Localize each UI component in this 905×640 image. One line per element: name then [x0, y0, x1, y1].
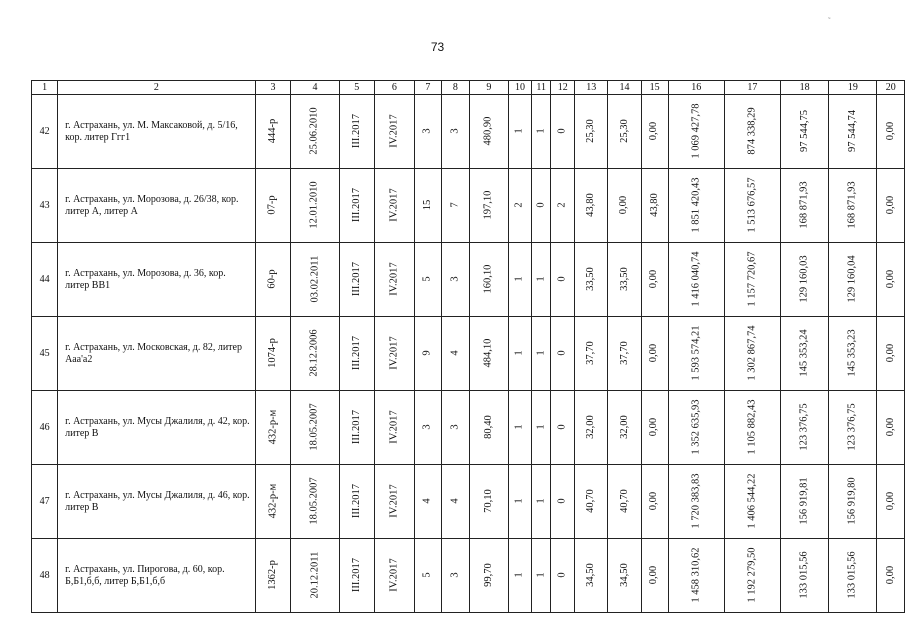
- cell-text: 15: [421, 200, 433, 211]
- cell-order-date: [291, 317, 339, 391]
- cell-text: III.2017: [350, 262, 362, 297]
- cell-text: 0: [556, 276, 568, 283]
- cell-area-total: [575, 169, 608, 243]
- cell-area-total: [575, 243, 608, 317]
- cell-text: 1 513 676,57: [746, 177, 758, 234]
- cell-text: 197,10: [482, 191, 494, 220]
- cell-region-cost: [780, 539, 828, 613]
- cell-text: 0,00: [648, 270, 660, 289]
- cell-text: 432-р-м: [267, 484, 279, 519]
- cell-period-start: [339, 391, 374, 465]
- cell-text: 97 544,74: [846, 110, 858, 153]
- cell-text: III.2017: [350, 484, 362, 519]
- cell-units-a: [532, 391, 551, 465]
- cell-fund-cost: [724, 95, 780, 169]
- cell-text: 0: [556, 572, 568, 579]
- cell-text: 1 851 420,43: [690, 177, 702, 234]
- corner-mark: ˜: [828, 16, 831, 25]
- cell-order-date: [291, 465, 339, 539]
- cell-order-date: [291, 391, 339, 465]
- cell-text: 0,00: [884, 492, 896, 511]
- cell-area-total: [575, 95, 608, 169]
- cell-text: 0,00: [884, 418, 896, 437]
- cell-text: 4: [449, 498, 461, 505]
- cell-address: г. Астрахань, ул. М. Максаковой, д. 5/16, кор. литер Ггг1: [58, 95, 256, 169]
- cell-text: 1 352 635,93: [690, 399, 702, 456]
- cell-text: III.2017: [350, 336, 362, 371]
- cell-units-b: [551, 243, 575, 317]
- page-number: 73: [430, 40, 445, 54]
- cell-period-end: [374, 169, 414, 243]
- cell-fund-cost: [724, 391, 780, 465]
- cell-text: IV.2017: [388, 410, 400, 445]
- cell-text: 3: [421, 128, 433, 135]
- column-header-11: 11: [532, 81, 551, 95]
- cell-address: г. Астрахань, ул. Морозова, д. 36, кор. литер ВВ1: [58, 243, 256, 317]
- cell-text: 0: [556, 350, 568, 357]
- column-number-header: [32, 81, 905, 95]
- cell-other-cost: [877, 243, 905, 317]
- cell-total-cost: [668, 391, 724, 465]
- column-header-13: 13: [575, 81, 608, 95]
- cell-units-b: [551, 391, 575, 465]
- cell-text: 1 458 310,62: [690, 547, 702, 604]
- header-row: [32, 81, 905, 95]
- cell-total-area: [469, 465, 508, 539]
- cell-text: 1 416 040,74: [690, 251, 702, 308]
- cell-area-a: [608, 317, 641, 391]
- cell-text: 0,00: [648, 344, 660, 363]
- cell-text: 1074-р: [267, 338, 279, 369]
- cell-text: 5: [421, 276, 433, 283]
- cell-text: 1 105 882,43: [746, 399, 758, 456]
- cell-order-number: [255, 95, 291, 169]
- cell-text: 18.05.2007: [308, 477, 320, 526]
- cell-text: 129 160,04: [846, 255, 858, 304]
- cell-region-cost: [780, 317, 828, 391]
- cell-units-total: [508, 317, 531, 391]
- cell-row-number: 46: [32, 391, 58, 465]
- cell-residents-count: [414, 243, 441, 317]
- cell-units-total: [508, 539, 531, 613]
- cell-order-date: [291, 539, 339, 613]
- cell-text: 32,00: [585, 415, 597, 440]
- cell-fund-cost: [724, 539, 780, 613]
- cell-text: 168 871,93: [798, 181, 810, 230]
- cell-residents-count: [414, 391, 441, 465]
- cell-text: 40,70: [618, 489, 630, 514]
- cell-text: 43,80: [585, 193, 597, 218]
- cell-area-b: [641, 243, 668, 317]
- cell-units-b: [551, 317, 575, 391]
- cell-text: 1: [513, 350, 525, 357]
- cell-text: 60-р: [267, 269, 279, 290]
- cell-text: IV.2017: [388, 262, 400, 297]
- cell-order-date: [291, 169, 339, 243]
- cell-text: 25,30: [618, 119, 630, 144]
- cell-text: IV.2017: [388, 558, 400, 593]
- column-header-1: 1: [32, 81, 58, 95]
- cell-units-total: [508, 95, 531, 169]
- cell-text: 145 353,23: [846, 329, 858, 378]
- cell-fund-cost: [724, 243, 780, 317]
- cell-period-start: [339, 539, 374, 613]
- cell-area-a: [608, 465, 641, 539]
- table-row: [32, 539, 905, 613]
- column-header-8: 8: [441, 81, 469, 95]
- cell-text: 4: [421, 498, 433, 505]
- cell-text: 0,00: [648, 492, 660, 511]
- cell-units-b: [551, 539, 575, 613]
- cell-period-start: [339, 95, 374, 169]
- cell-units-b: [551, 169, 575, 243]
- cell-total-area: [469, 317, 508, 391]
- column-header-18: 18: [780, 81, 828, 95]
- cell-text: 129 160,03: [798, 255, 810, 304]
- cell-families-count: [441, 539, 469, 613]
- cell-units-b: [551, 95, 575, 169]
- cell-units-a: [532, 95, 551, 169]
- cell-units-total: [508, 465, 531, 539]
- cell-text: 0,00: [884, 270, 896, 289]
- cell-residents-count: [414, 95, 441, 169]
- cell-units-b: [551, 465, 575, 539]
- cell-units-a: [532, 539, 551, 613]
- cell-text: 0,00: [884, 344, 896, 363]
- cell-residents-count: [414, 317, 441, 391]
- cell-units-a: [532, 243, 551, 317]
- cell-text: 133 015,56: [798, 551, 810, 600]
- cell-families-count: [441, 317, 469, 391]
- register-table: [31, 80, 905, 613]
- table-body: [32, 95, 905, 613]
- cell-order-date: [291, 95, 339, 169]
- cell-area-b: [641, 539, 668, 613]
- cell-other-cost: [877, 169, 905, 243]
- cell-order-number: [255, 539, 291, 613]
- cell-text: 0,00: [884, 196, 896, 215]
- cell-text: III.2017: [350, 188, 362, 223]
- cell-area-total: [575, 465, 608, 539]
- cell-text: 4: [449, 350, 461, 357]
- cell-text: 0: [556, 498, 568, 505]
- cell-text: 0: [556, 424, 568, 431]
- cell-text: 1 192 279,50: [746, 547, 758, 604]
- cell-text: 80,40: [482, 415, 494, 440]
- cell-area-total: [575, 317, 608, 391]
- cell-text: 145 353,24: [798, 329, 810, 378]
- cell-period-end: [374, 317, 414, 391]
- column-header-10: 10: [508, 81, 531, 95]
- table-row: [32, 317, 905, 391]
- cell-region-cost: [780, 169, 828, 243]
- cell-text: 25.06.2010: [308, 107, 320, 156]
- column-header-5: 5: [339, 81, 374, 95]
- cell-text: IV.2017: [388, 114, 400, 149]
- cell-area-a: [608, 539, 641, 613]
- cell-text: 33,50: [618, 267, 630, 292]
- column-header-12: 12: [551, 81, 575, 95]
- table-row: [32, 391, 905, 465]
- cell-text: 1 593 574,21: [690, 325, 702, 382]
- cell-period-start: [339, 465, 374, 539]
- cell-address: г. Астрахань, ул. Мусы Джалиля, д. 46, кор. литер В: [58, 465, 256, 539]
- column-header-15: 15: [641, 81, 668, 95]
- cell-text: III.2017: [350, 558, 362, 593]
- cell-residents-count: [414, 169, 441, 243]
- cell-text: 33,50: [585, 267, 597, 292]
- cell-text: 28.12.2006: [308, 329, 320, 378]
- cell-units-total: [508, 391, 531, 465]
- cell-text: 0,00: [884, 122, 896, 141]
- cell-text: 2: [513, 202, 525, 209]
- cell-text: 1: [513, 128, 525, 135]
- cell-text: 12.01.2010: [308, 181, 320, 230]
- cell-row-number: 42: [32, 95, 58, 169]
- cell-text: 1: [535, 276, 547, 283]
- cell-text: 1: [535, 424, 547, 431]
- table-row: [32, 243, 905, 317]
- column-header-16: 16: [668, 81, 724, 95]
- cell-region-cost: [780, 465, 828, 539]
- cell-residents-count: [414, 539, 441, 613]
- cell-text: 1: [513, 498, 525, 505]
- cell-text: 123 376,75: [798, 403, 810, 452]
- cell-text: 1: [535, 572, 547, 579]
- cell-region-cost: [780, 95, 828, 169]
- cell-text: 07-р: [267, 195, 279, 216]
- cell-units-a: [532, 169, 551, 243]
- cell-area-b: [641, 169, 668, 243]
- cell-units-a: [532, 465, 551, 539]
- cell-fund-cost: [724, 465, 780, 539]
- cell-text: 1 069 427,78: [690, 103, 702, 160]
- cell-text: 0,00: [618, 196, 630, 215]
- cell-families-count: [441, 391, 469, 465]
- cell-text: 97 544,75: [798, 110, 810, 153]
- cell-text: 18.05.2007: [308, 403, 320, 452]
- cell-total-area: [469, 243, 508, 317]
- cell-text: 156 919,81: [798, 477, 810, 526]
- cell-text: 156 919,80: [846, 477, 858, 526]
- cell-text: 1: [513, 424, 525, 431]
- cell-total-cost: [668, 317, 724, 391]
- cell-text: 2: [556, 202, 568, 209]
- table-row: [32, 95, 905, 169]
- cell-text: IV.2017: [388, 188, 400, 223]
- cell-area-b: [641, 465, 668, 539]
- table-row: [32, 465, 905, 539]
- column-header-4: 4: [291, 81, 339, 95]
- cell-families-count: [441, 465, 469, 539]
- cell-text: 20.12.2011: [308, 552, 320, 599]
- cell-text: 03.02.2011: [308, 256, 320, 303]
- cell-municipal-cost: [829, 317, 877, 391]
- cell-total-area: [469, 95, 508, 169]
- cell-text: 34,50: [585, 563, 597, 588]
- cell-text: 3: [449, 424, 461, 431]
- cell-total-area: [469, 169, 508, 243]
- cell-address: г. Астрахань, ул. Московская, д. 82, литер Ааа'а2: [58, 317, 256, 391]
- cell-text: IV.2017: [388, 484, 400, 519]
- cell-text: 1362-р: [267, 560, 279, 591]
- cell-total-cost: [668, 465, 724, 539]
- column-header-20: 20: [877, 81, 905, 95]
- cell-text: 0,00: [884, 566, 896, 585]
- cell-text: 168 871,93: [846, 181, 858, 230]
- cell-text: 1: [513, 572, 525, 579]
- cell-total-cost: [668, 243, 724, 317]
- cell-area-a: [608, 95, 641, 169]
- column-header-17: 17: [724, 81, 780, 95]
- cell-municipal-cost: [829, 169, 877, 243]
- cell-text: 0: [556, 128, 568, 135]
- cell-text: 0: [535, 202, 547, 209]
- cell-row-number: 43: [32, 169, 58, 243]
- cell-text: 5: [421, 572, 433, 579]
- cell-other-cost: [877, 539, 905, 613]
- cell-period-end: [374, 465, 414, 539]
- cell-area-a: [608, 169, 641, 243]
- column-header-9: 9: [469, 81, 508, 95]
- cell-area-a: [608, 243, 641, 317]
- cell-text: 484,10: [482, 339, 494, 368]
- cell-residents-count: [414, 465, 441, 539]
- column-header-19: 19: [829, 81, 877, 95]
- cell-text: 1 406 544,22: [746, 473, 758, 530]
- cell-text: 0,00: [648, 418, 660, 437]
- cell-period-end: [374, 95, 414, 169]
- cell-text: 3: [449, 276, 461, 283]
- cell-total-area: [469, 391, 508, 465]
- cell-period-start: [339, 169, 374, 243]
- column-header-3: 3: [255, 81, 291, 95]
- column-header-14: 14: [608, 81, 641, 95]
- cell-families-count: [441, 243, 469, 317]
- cell-text: 1 302 867,74: [746, 325, 758, 382]
- cell-other-cost: [877, 95, 905, 169]
- cell-period-end: [374, 243, 414, 317]
- cell-fund-cost: [724, 317, 780, 391]
- cell-municipal-cost: [829, 243, 877, 317]
- cell-address: г. Астрахань, ул. Морозова, д. 26/38, кор. литер А, литер А: [58, 169, 256, 243]
- cell-text: 9: [421, 350, 433, 357]
- cell-text: 3: [449, 572, 461, 579]
- cell-text: 480,90: [482, 117, 494, 146]
- cell-order-number: [255, 243, 291, 317]
- cell-text: 70,10: [482, 489, 494, 514]
- cell-order-date: [291, 243, 339, 317]
- cell-text: 99,70: [482, 563, 494, 588]
- cell-total-cost: [668, 169, 724, 243]
- cell-text: 1 157 720,67: [746, 251, 758, 308]
- cell-text: 123 376,75: [846, 403, 858, 452]
- column-header-2: 2: [58, 81, 256, 95]
- cell-area-a: [608, 391, 641, 465]
- cell-text: 1 720 383,83: [690, 473, 702, 530]
- cell-text: 37,70: [585, 341, 597, 366]
- column-header-6: 6: [374, 81, 414, 95]
- cell-text: 160,10: [482, 265, 494, 294]
- cell-region-cost: [780, 243, 828, 317]
- cell-total-area: [469, 539, 508, 613]
- cell-period-start: [339, 243, 374, 317]
- cell-text: 37,70: [618, 341, 630, 366]
- cell-text: 874 338,29: [746, 107, 758, 156]
- cell-text: 1: [535, 498, 547, 505]
- cell-fund-cost: [724, 169, 780, 243]
- cell-area-b: [641, 317, 668, 391]
- cell-units-total: [508, 243, 531, 317]
- cell-units-total: [508, 169, 531, 243]
- cell-municipal-cost: [829, 95, 877, 169]
- cell-address: г. Астрахань, ул. Мусы Джалиля, д. 42, кор. литер В: [58, 391, 256, 465]
- cell-area-b: [641, 95, 668, 169]
- cell-families-count: [441, 169, 469, 243]
- cell-text: 3: [449, 128, 461, 135]
- cell-text: 1: [513, 276, 525, 283]
- cell-other-cost: [877, 317, 905, 391]
- cell-period-end: [374, 391, 414, 465]
- cell-text: 34,50: [618, 563, 630, 588]
- cell-text: 7: [449, 202, 461, 209]
- cell-text: 0,00: [648, 122, 660, 141]
- cell-text: IV.2017: [388, 336, 400, 371]
- cell-row-number: 45: [32, 317, 58, 391]
- cell-text: 0,00: [648, 566, 660, 585]
- cell-total-cost: [668, 539, 724, 613]
- cell-region-cost: [780, 391, 828, 465]
- cell-total-cost: [668, 95, 724, 169]
- cell-text: 25,30: [585, 119, 597, 144]
- cell-text: 444-р: [267, 119, 279, 144]
- cell-text: 43,80: [648, 193, 660, 218]
- cell-municipal-cost: [829, 539, 877, 613]
- cell-row-number: 47: [32, 465, 58, 539]
- cell-row-number: 48: [32, 539, 58, 613]
- cell-address: г. Астрахань, ул. Пирогова, д. 60, кор. Б,Б1,б,б, литер Б,Б1,б,б: [58, 539, 256, 613]
- cell-text: 32,00: [618, 415, 630, 440]
- cell-text: III.2017: [350, 114, 362, 149]
- cell-text: III.2017: [350, 410, 362, 445]
- cell-text: 133 015,56: [846, 551, 858, 600]
- cell-order-number: [255, 317, 291, 391]
- table-row: [32, 169, 905, 243]
- cell-text: 3: [421, 424, 433, 431]
- cell-text: 40,70: [585, 489, 597, 514]
- column-header-7: 7: [414, 81, 441, 95]
- cell-area-b: [641, 391, 668, 465]
- cell-area-total: [575, 539, 608, 613]
- cell-municipal-cost: [829, 465, 877, 539]
- cell-families-count: [441, 95, 469, 169]
- cell-area-total: [575, 391, 608, 465]
- cell-text: 1: [535, 350, 547, 357]
- cell-text: 1: [535, 128, 547, 135]
- cell-other-cost: [877, 391, 905, 465]
- cell-row-number: 44: [32, 243, 58, 317]
- cell-text: 432-р-м: [267, 410, 279, 445]
- cell-units-a: [532, 317, 551, 391]
- cell-order-number: [255, 391, 291, 465]
- cell-period-start: [339, 317, 374, 391]
- cell-order-number: [255, 169, 291, 243]
- cell-period-end: [374, 539, 414, 613]
- cell-order-number: [255, 465, 291, 539]
- cell-other-cost: [877, 465, 905, 539]
- cell-municipal-cost: [829, 391, 877, 465]
